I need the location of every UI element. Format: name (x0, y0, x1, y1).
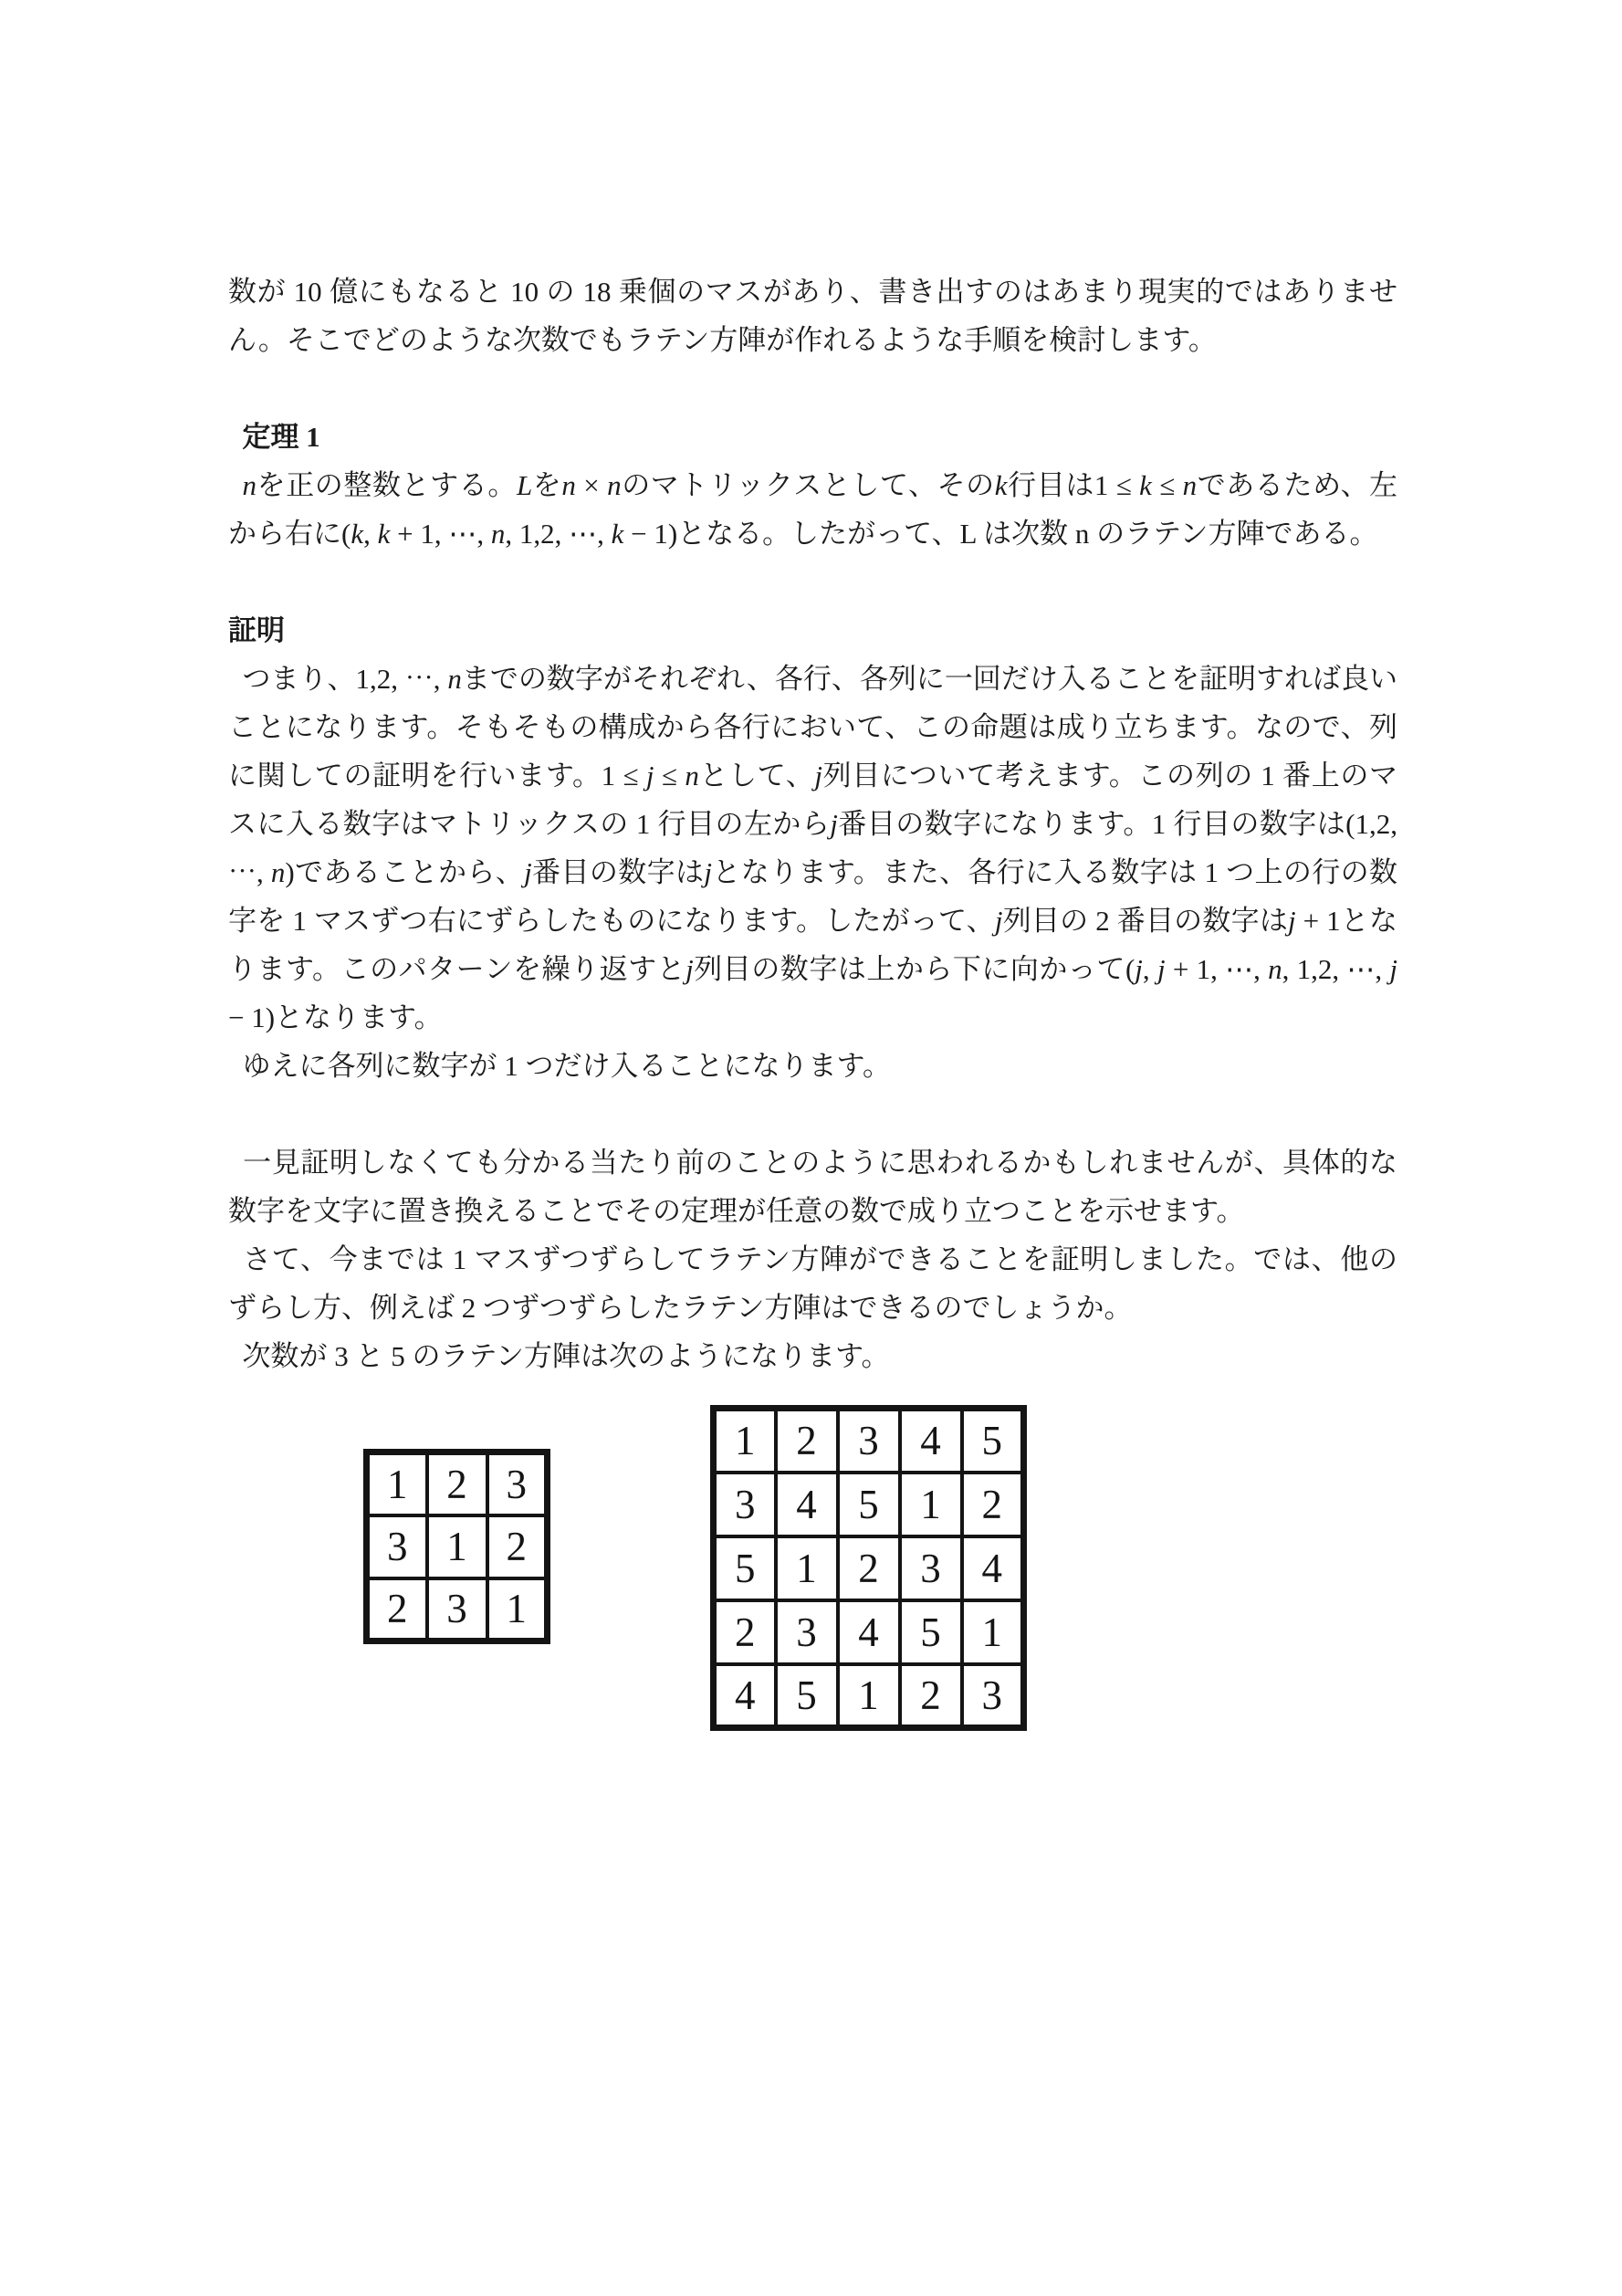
table-cell: 3 (367, 1515, 427, 1578)
math-variable: j (645, 760, 654, 792)
table-row (714, 1664, 1024, 1728)
table-row (367, 1515, 548, 1578)
math-variable: k (1139, 469, 1152, 501)
proof-heading: 証明 (228, 614, 285, 646)
text-run: 列目について考えます。この列の 1 番上のマスに入る数字はマトリックスの 1 行目の左から (228, 760, 1397, 840)
text-run: までの数字がそれぞれ、各行、各列に一回だけ入ることを証明すれば良いことになります。そもそもの構成から各行において、この命題は成り立ちます。なので、列に関しての証明を行います。1 ≤ (228, 663, 1398, 792)
table-cell: 2 (487, 1515, 548, 1578)
text-run: , (1142, 953, 1157, 985)
table-cell: 4 (776, 1473, 838, 1536)
math-variable: j (994, 905, 1003, 937)
math-variable: n (242, 469, 256, 501)
theorem-statement (228, 461, 1397, 558)
math-variable: n (1268, 953, 1282, 985)
text-run: 番目の数字になります。1 行目の数字は(1,2, ⋯, (228, 808, 1405, 888)
text-run: + 1, ⋯, (390, 518, 491, 550)
text-run: + 1, ⋯, (1165, 953, 1269, 985)
table-cell: 3 (714, 1473, 776, 1536)
text-run: ≤ (1151, 469, 1183, 501)
table-cell: 4 (900, 1409, 962, 1473)
proof-conclusion (228, 1042, 1397, 1090)
math-variable: n (685, 760, 699, 792)
table-cell: 5 (714, 1536, 776, 1600)
table-cell: 1 (487, 1578, 548, 1641)
table-cell: 1 (714, 1409, 776, 1473)
math-variable: L (516, 469, 533, 501)
table-cell: 3 (776, 1600, 838, 1664)
math-variable: j (1156, 953, 1166, 985)
text-run (228, 469, 243, 501)
table-cell: 1 (427, 1515, 487, 1578)
text-run: − 1)となります。 (228, 953, 1405, 1033)
math-variable: n (270, 856, 286, 888)
latin-square-order-3 (363, 1449, 550, 1644)
theorem-heading: 定理 1 (228, 421, 320, 453)
text-run: )であることから、 (285, 856, 525, 888)
table-cell: 2 (427, 1452, 487, 1515)
math-variable: k (377, 518, 391, 550)
math-variable: j (830, 808, 838, 840)
text-run: 次数が 3 と 5 のラテン方陣は次のようになります。 (228, 1340, 890, 1372)
math-variable: j (524, 856, 532, 888)
table-cell: 1 (776, 1536, 838, 1600)
table-cell: 1 (838, 1664, 900, 1728)
table-row (714, 1600, 1024, 1664)
text-run: 行目は1 ≤ (1007, 469, 1140, 501)
table-row (367, 1452, 548, 1515)
text-run: であるため、左から右に( (228, 469, 1398, 550)
math-variable: n (607, 469, 622, 501)
table-cell: 5 (776, 1664, 838, 1728)
text-run: , 1,2, ⋯, (1282, 953, 1390, 985)
math-variable: j (704, 856, 713, 888)
table-cell: 4 (714, 1664, 776, 1728)
math-variable: n (490, 518, 506, 550)
table-cell: 2 (962, 1473, 1024, 1536)
math-variable: n (447, 663, 462, 695)
table-row (714, 1536, 1024, 1600)
latin-square-order-5 (710, 1405, 1027, 1731)
table-cell: 2 (367, 1578, 427, 1641)
table-cell: 3 (487, 1452, 548, 1515)
text-run: のマトリックスとして、その (621, 469, 995, 501)
table-cell: 2 (776, 1409, 838, 1473)
text-run: として、 (698, 760, 815, 792)
text-run: 数が 10 億にもなると 10 の 18 乗個のマスがあり、書き出すのはあまり現実的ではありません。そこでどのような次数でもラテン方陣が作れるような手順を検討します。 (228, 276, 1397, 356)
text-run: , 1,2, ⋯, (505, 518, 612, 550)
table-cell: 2 (900, 1664, 962, 1728)
text-run: さて、今までは 1 マスずつずらしてラテン方陣ができることを証明しました。では、他のずらし方、例えば 2 つずつずらしたラテン方陣はできるのでしょうか。 (228, 1243, 1397, 1324)
table-cell: 2 (838, 1536, 900, 1600)
text-run: − 1)となる。したがって、L は次数 n のラテン方陣である。 (623, 518, 1378, 550)
table-cell: 4 (838, 1600, 900, 1664)
table-cell: 3 (838, 1409, 900, 1473)
math-variable: n (1182, 469, 1198, 501)
text-column (228, 267, 1405, 1756)
table-row (367, 1578, 548, 1641)
text-run: + 1となります。このパターンを繰り返すと (228, 905, 1398, 985)
table-row (714, 1473, 1024, 1536)
table-cell: 3 (962, 1664, 1024, 1728)
math-variable: j (1288, 905, 1296, 937)
math-variable: n (561, 469, 576, 501)
latin-squares-figure (228, 1405, 1397, 1756)
text-run: を (532, 469, 562, 501)
text-run: 一見証明しなくても分かる当たり前のことのように思われるかもしれませんが、具体的な数字を文字に置き換えることでその定理が任意の数で成り立つことを示せます。 (228, 1147, 1397, 1227)
text-run: 列目の 2 番目の数字は (1002, 905, 1289, 937)
text-run: × (575, 469, 608, 501)
intro-paragraph (228, 267, 1397, 364)
table-cell: 5 (962, 1409, 1024, 1473)
table-cell: 1 (962, 1600, 1024, 1664)
text-run: となります。また、各行に入る数字は 1 つ上の行の数字を 1 マスずつ右にずらしたものになります。したがって、 (228, 856, 1398, 937)
table-cell: 1 (367, 1452, 427, 1515)
math-variable: j (1135, 953, 1143, 985)
table-cell: 4 (962, 1536, 1024, 1600)
text-run: , (363, 518, 378, 550)
text-run: つまり、1,2, ⋯, (228, 663, 448, 695)
remark-paragraph-2 (228, 1235, 1397, 1332)
text-run: 番目の数字は (531, 856, 705, 888)
math-variable: k (611, 518, 624, 550)
table-cell: 1 (900, 1473, 962, 1536)
table-cell: 5 (838, 1473, 900, 1536)
text-run: ≤ (654, 760, 685, 792)
remark-paragraph-1 (228, 1138, 1397, 1235)
math-variable: j (814, 760, 822, 792)
table-row (714, 1409, 1024, 1473)
math-variable: k (351, 518, 364, 550)
table-cell: 2 (714, 1600, 776, 1664)
remark-paragraph-3 (228, 1332, 1397, 1380)
math-variable: k (994, 469, 1008, 501)
table-cell: 3 (427, 1578, 487, 1641)
math-variable: j (1389, 953, 1398, 985)
math-variable: j (685, 953, 694, 985)
proof-paragraph (228, 655, 1405, 1042)
text-run: を正の整数とする。 (256, 469, 517, 501)
text-run: ゆえに各列に数字が 1 つだけ入ることになります。 (228, 1050, 892, 1082)
table-cell: 3 (900, 1536, 962, 1600)
text-run: 列目の数字は上から下に向かって( (693, 953, 1135, 985)
table-cell: 5 (900, 1600, 962, 1664)
